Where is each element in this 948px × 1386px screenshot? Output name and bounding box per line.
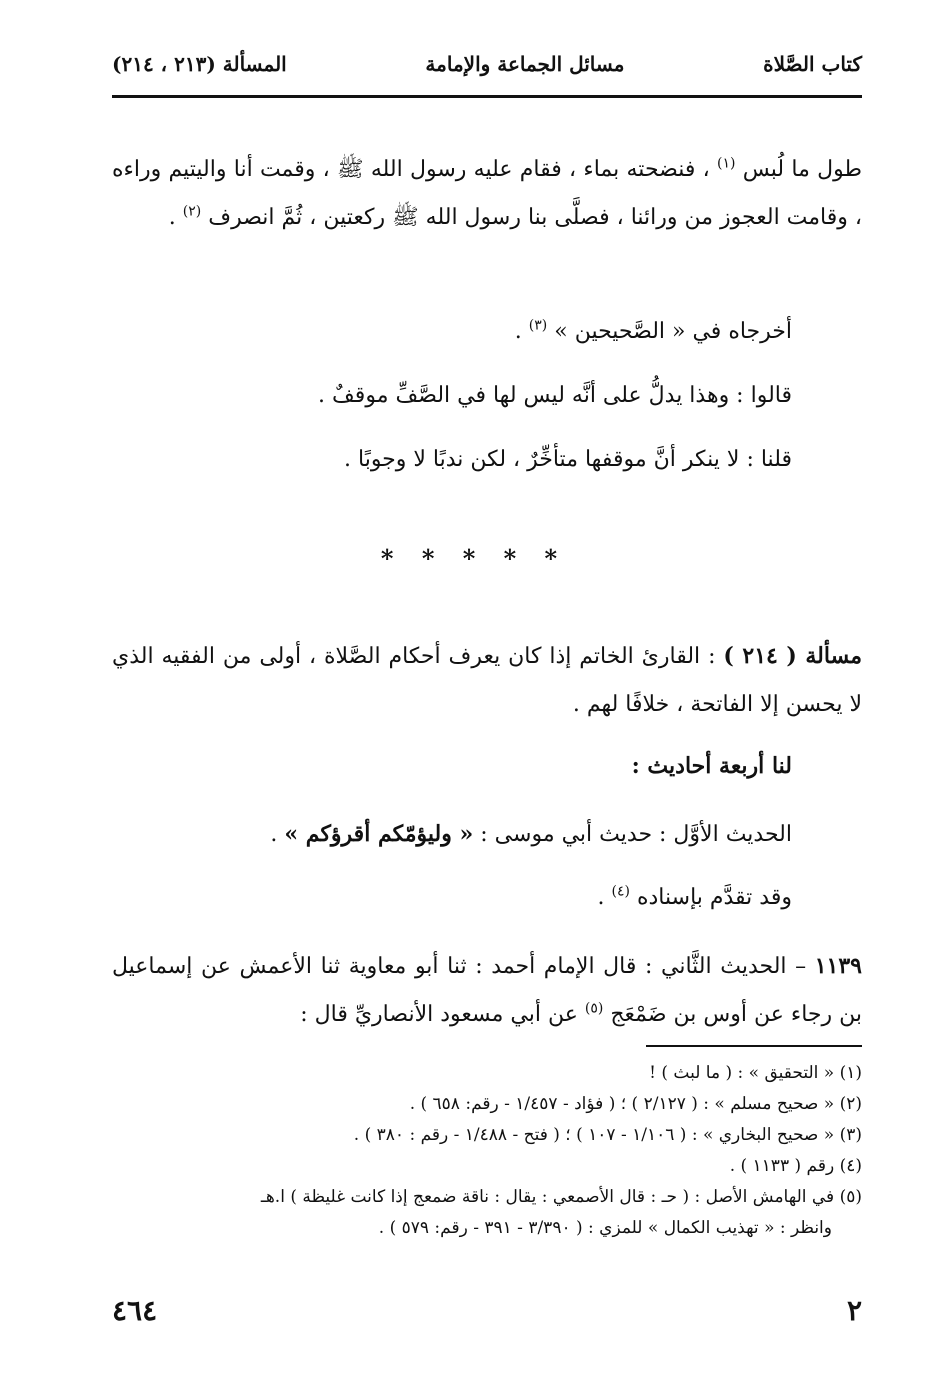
footnote-ref-4[interactable]: (٤) <box>611 883 630 900</box>
page-footer <box>112 1294 862 1327</box>
paragraph-hadith-continuation <box>112 146 862 242</box>
p8-text: وقد تقدَّم بإسناده <box>636 885 792 910</box>
footnote-ref-2[interactable]: (٢) <box>182 203 202 220</box>
hadith-number: ١١٣٩ <box>814 953 862 979</box>
header-issue-numbers: المسألة (٢١٣ ، ٢١٤) <box>112 52 287 76</box>
paragraph-masala-214 <box>112 632 862 729</box>
p1-end: . <box>168 205 176 230</box>
volume-number: ٢ <box>846 1294 862 1327</box>
footnote-divider <box>646 1045 862 1047</box>
p8-end: . <box>597 885 605 910</box>
footnote-ref-1[interactable]: (١) <box>717 155 736 172</box>
header-book-title: كتاب الصَّلاة <box>763 52 862 76</box>
p2-end: . <box>514 319 522 344</box>
footnote-1: (١) « التحقيق » : ( ما لبث ) ! <box>649 1063 862 1083</box>
footnote-ref-3[interactable]: (٣) <box>528 317 548 334</box>
section-separator-stars: * * * * * <box>380 544 568 573</box>
masala-text: : القارئ الخاتم إذا كان يعرف أحكام الصَّلاة ، أولى من الفقيه الذي لا يحسن إلا الفاتحة ، خلافًا لهم . <box>112 644 862 717</box>
page-number: ٤٦٤ <box>112 1294 158 1327</box>
p1-text-a: طول ما لُبس <box>742 157 862 182</box>
p2-text: أخرجاه في « الصَّحيحين » <box>554 319 792 344</box>
paragraph-qulna: قلنا : لا ينكر أنَّ موقفها متأخِّرٌ ، لكن ندبًا لا وجوبًا . <box>344 447 792 472</box>
p1-text-b: ، فنضحته بماء ، فقام عليه رسول الله ﷺ ، وقمت أنا واليتيم وراءه ، وقامت العجوز من ورائنا ، فصلَّى بنا رسول الله ﷺ ركعتين ، ثُمَّ انصرف <box>112 157 862 230</box>
p7-end: . <box>270 822 278 847</box>
footnote-4: (٤) رقم ( ١١٣٣ ) . <box>729 1156 862 1176</box>
footnote-3: (٣) « صحيح البخاري » : ( ١/١٠٦ - ١٠٧ ) ؛ ( فتح - ١/٤٨٨ - رقم : ٣٨٠ ) . <box>353 1125 862 1145</box>
p7-text: الحديث الأوَّل : حديث أبي موسى : <box>480 822 792 847</box>
paragraph-first-hadith <box>112 810 862 859</box>
footnote-ref-5[interactable]: (٥) <box>584 1000 604 1017</box>
p9-text-a: – الحديث الثَّاني : قال الإمام أحمد : ثنا أبو معاوية ثنا الأعمش عن إسماعيل بن رجاء عن أوس بن ضَمْعَج <box>112 954 862 1027</box>
masala-label: مسألة ( ٢١٤ ) <box>723 643 862 669</box>
running-header <box>112 52 862 76</box>
paragraph-qalu: قالوا : وهذا يدلُّ على أنَّه ليس لها في الصَّفِّ موقفٌ . <box>318 383 792 408</box>
header-chapter-title: مسائل الجماعة والإمامة <box>425 52 625 76</box>
footnote-2: (٢) « صحيح مسلم » : ( ٢/١٢٧ ) ؛ ( فؤاد - ١/٤٥٧ - رقم: ٦٥٨ ) . <box>409 1094 862 1114</box>
footnote-5: (٥) في الهامش الأصل : ( حـ : قال الأصمعي : يقال : ناقة ضمعج إذا كانت غليظة ) ا.هـ <box>260 1187 862 1207</box>
paragraph-hadith-1139 <box>112 942 862 1039</box>
footnote-5-continuation: وانظر : « تهذيب الكمال » للمزي : ( ٣/٣٩٠ - ٣٩١ - رقم: ٥٧٩ ) . <box>378 1218 832 1238</box>
p7-quote: « وليؤمّكم أقرؤكم » <box>284 821 474 847</box>
p9-text-b: عن أبي مسعود الأنصاريِّ قال : <box>300 1002 578 1027</box>
header-divider <box>112 95 862 98</box>
paragraph-four-hadiths: لنا أربعة أحاديث : <box>631 753 792 779</box>
footnotes <box>112 1058 862 1244</box>
paragraph-isnad-note <box>112 874 862 922</box>
paragraph-takhrij <box>112 308 862 356</box>
